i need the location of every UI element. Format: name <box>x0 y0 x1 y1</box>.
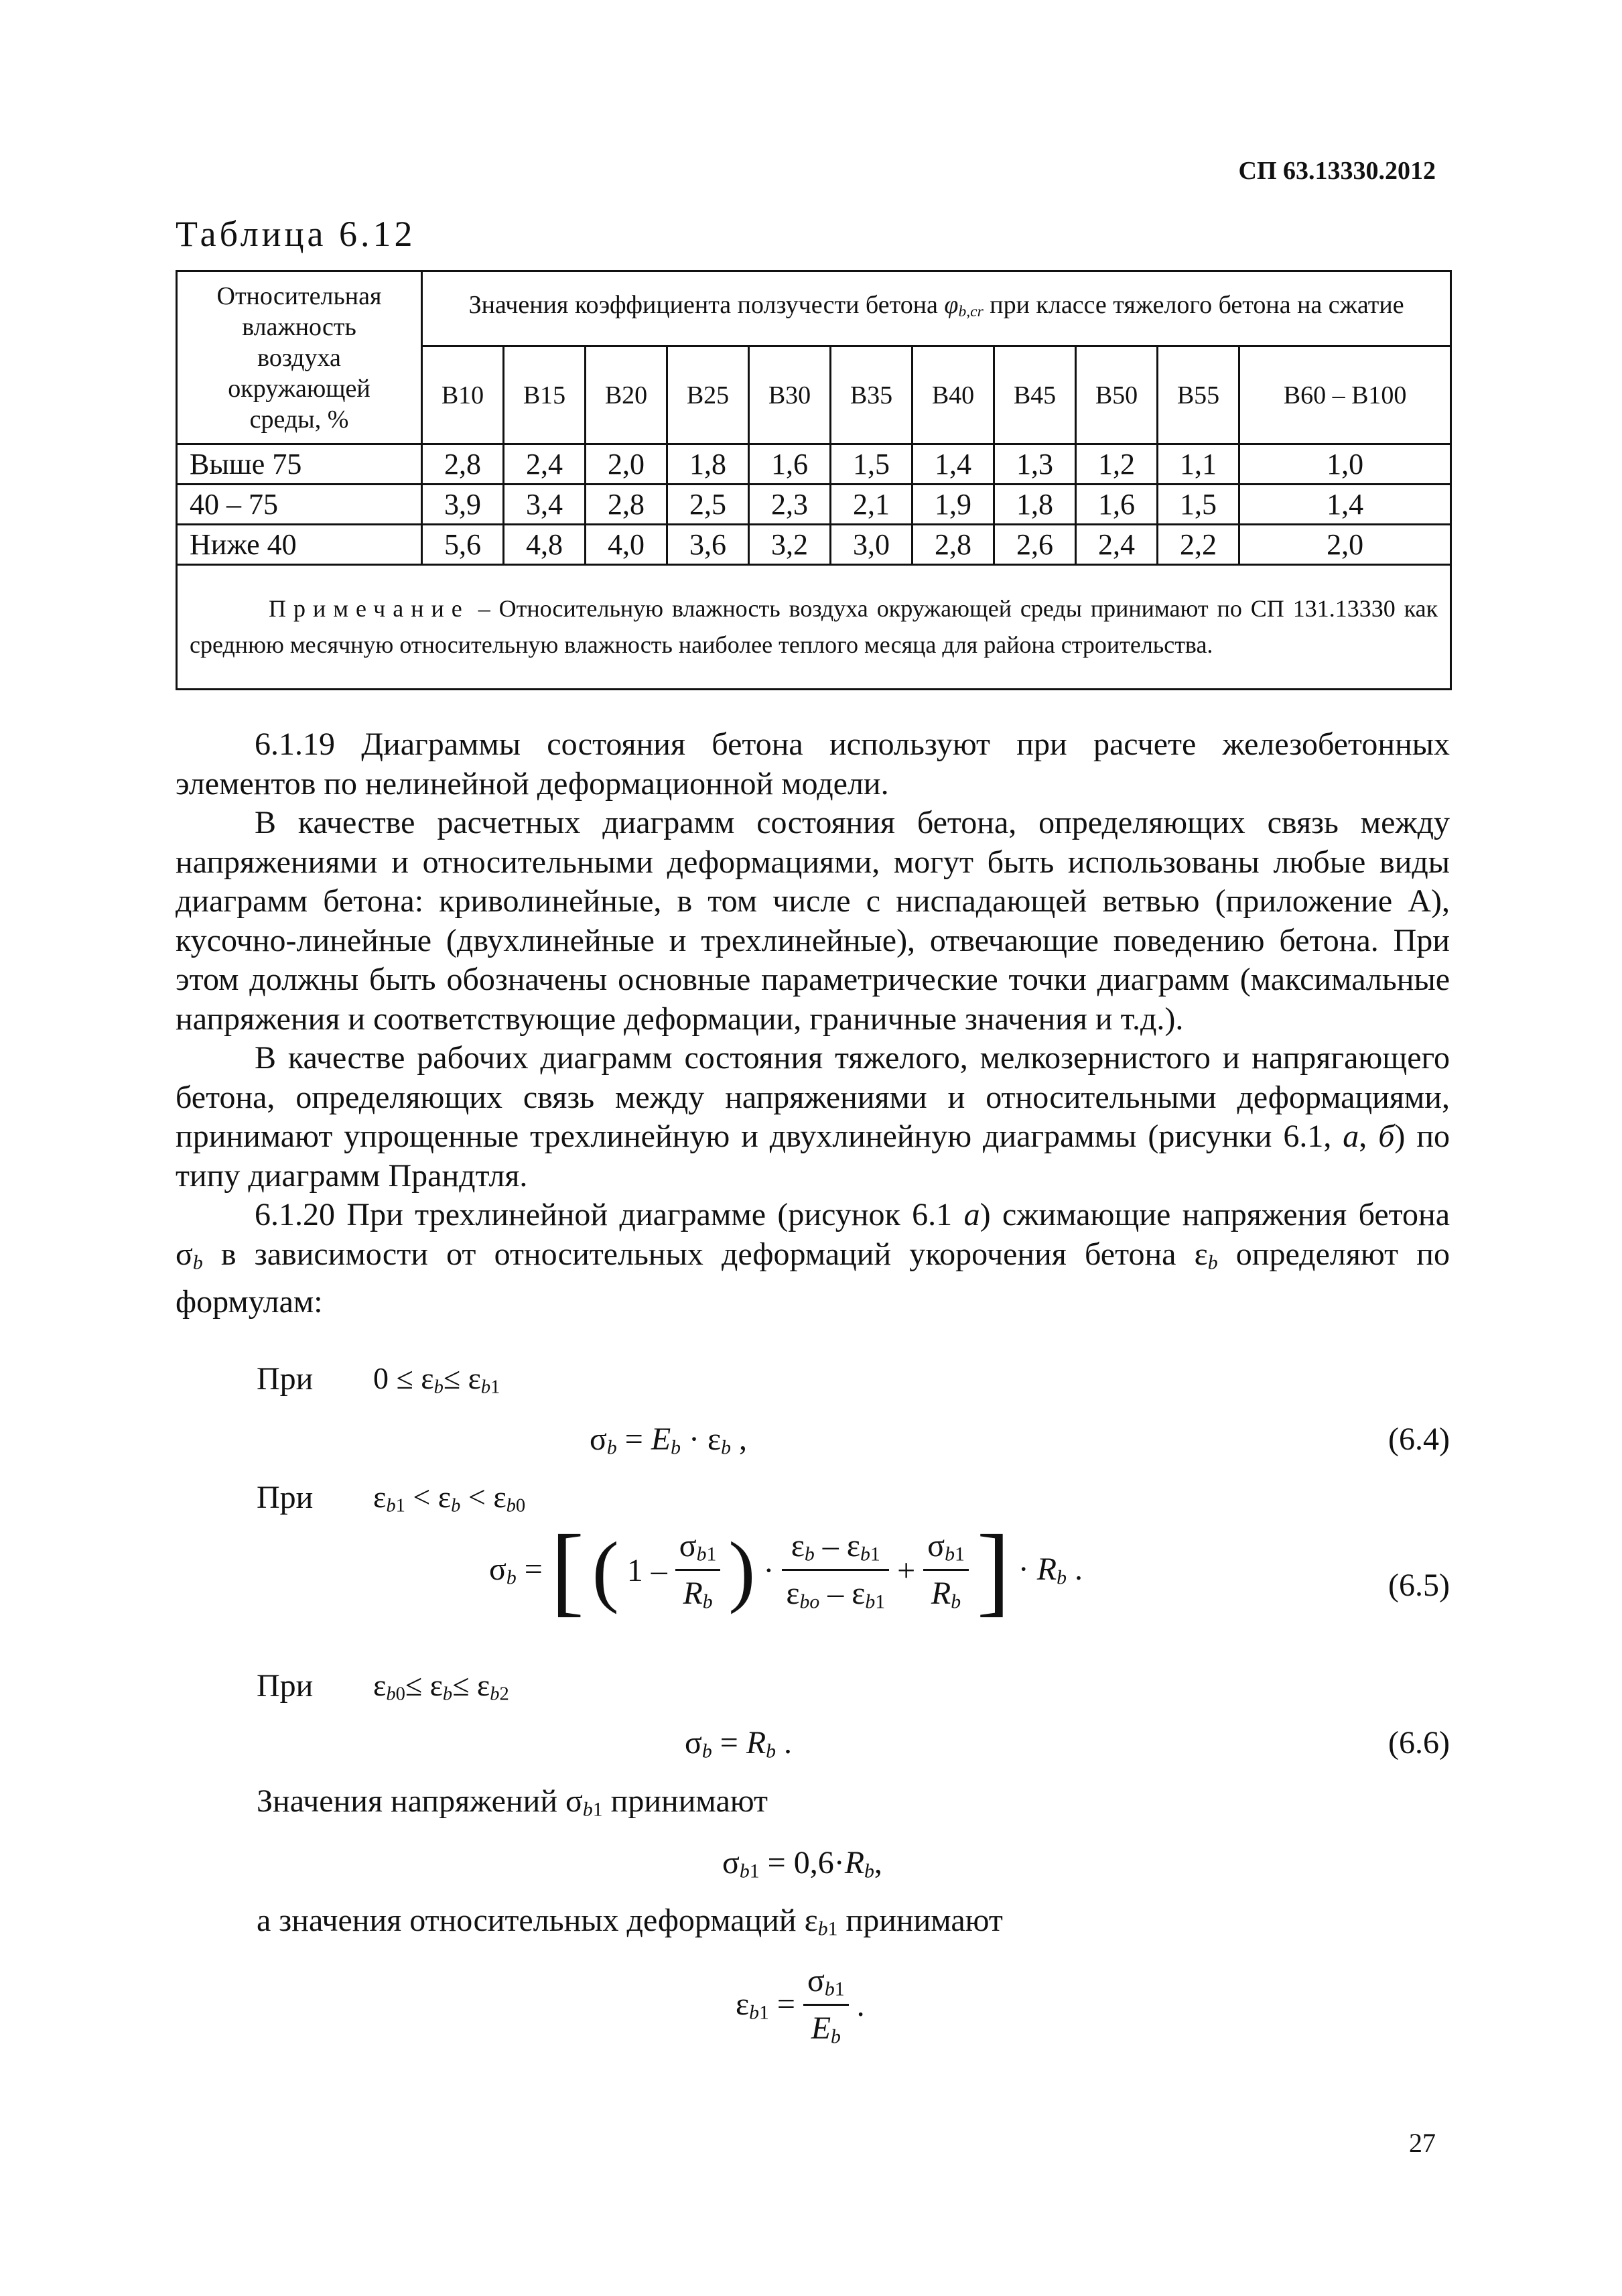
row-header-cell <box>177 271 422 444</box>
table-cell: 3,9 <box>422 485 504 525</box>
row-header-line: окружающей <box>228 374 370 403</box>
table-cell: 1,3 <box>994 444 1076 485</box>
table-cell: 3,0 <box>831 525 913 565</box>
class-header: B15 <box>504 346 586 444</box>
class-header: B60 – B100 <box>1239 346 1451 444</box>
table-cell: 2,8 <box>913 525 994 565</box>
formula-6-4: $\sigma_b = E_b \cdot \varepsilon_b$ , <box>590 1421 748 1459</box>
table-cell: 2,8 <box>586 485 667 525</box>
table-cell: 2,6 <box>994 525 1076 565</box>
table-caption: Таблица 6.12 <box>176 214 416 254</box>
row-label: Ниже 40 <box>177 525 422 565</box>
table-row <box>177 444 1451 485</box>
condition-label: При <box>257 1361 314 1397</box>
class-header: B10 <box>422 346 504 444</box>
class-header: B45 <box>994 346 1076 444</box>
formula-number: (6.6) <box>1388 1725 1450 1761</box>
condition-label: При <box>257 1668 314 1704</box>
condition-3: $\varepsilon_{b0}\le \varepsilon_b\le \varepsilon_{b2}$ <box>373 1668 509 1705</box>
table-cell: 1,8 <box>667 444 749 485</box>
table-cell: 1,6 <box>1076 485 1158 525</box>
body-text <box>176 725 1450 1322</box>
table-note <box>177 565 1451 690</box>
note-label: Примечание <box>269 594 470 622</box>
table-cell: 2,2 <box>1158 525 1239 565</box>
class-header: B55 <box>1158 346 1239 444</box>
page-number: 27 <box>1409 2128 1436 2158</box>
table-cell: 5,6 <box>422 525 504 565</box>
table-cell: 2,0 <box>586 444 667 485</box>
class-header: B20 <box>586 346 667 444</box>
table-note-row <box>177 565 1451 690</box>
table-cell: 3,2 <box>749 525 831 565</box>
table-row <box>177 485 1451 525</box>
table-cell: 2,4 <box>1076 525 1158 565</box>
paragraph-6-1-19: 6.1.19 Диаграммы состояния бетона используют при расчете железобетонных элементов по нелинейной деформационной модели. <box>176 726 1450 802</box>
row-header-line: влажность <box>242 312 356 341</box>
table-cell: 2,1 <box>831 485 913 525</box>
table-cell: 3,6 <box>667 525 749 565</box>
class-header: B30 <box>749 346 831 444</box>
table-cell: 1,1 <box>1158 444 1239 485</box>
formula-number: (6.5) <box>1388 1568 1450 1603</box>
row-header-line: Относительная <box>216 281 382 310</box>
condition-2: $\varepsilon_{b1} < \varepsilon_b < \varepsilon_{b0}$ <box>373 1480 526 1517</box>
formula-6-6: $\sigma_b = R_b$ . <box>685 1725 793 1763</box>
table-cell: 4,0 <box>586 525 667 565</box>
formula-6-5: $\sigma_b$ = [ ( 1 – $\frac{\sigma_{b1}}{R_b}$ ) · $\frac{\varepsilon_b - \varepsilon_{b1}}{\varepsilon_{bo} - \varepsilon_{b1}}$ + $\frac{\sigma_{b1}}{R_b}$ ] · $R_b$ . <box>489 1515 1083 1626</box>
table-cell: 3,4 <box>504 485 586 525</box>
paragraph-work-diagrams: В качестве рабочих диаграмм состояния тяжелого, мелкозернистого и напрягающего бетона, определяющих связь между напряжениями и относительными деформациями, принимают упрощенные трехлинейную и двухлинейную диаграммы (рисунки 6.1, а, б) по типу диаграмм Прандтля. <box>176 1040 1450 1194</box>
class-header: B50 <box>1076 346 1158 444</box>
column-group-header: Значения коэффициента ползучести бетона $\varphi_{b,cr}$ при классе тяжелого бетона на сжатие <box>422 271 1451 346</box>
table-cell: 1,5 <box>831 444 913 485</box>
row-header-line: среды, % <box>249 405 349 434</box>
table-cell: 1,9 <box>913 485 994 525</box>
table-cell: 2,0 <box>1239 525 1451 565</box>
table-row <box>177 525 1451 565</box>
table-cell: 1,0 <box>1239 444 1451 485</box>
eps-b1-formula: $\varepsilon_{b1}$ = $\frac{\sigma_{b1}}{E_b}$ . <box>736 1963 865 2048</box>
condition-1: $0 \le \varepsilon_b\le \varepsilon_{b1}$ <box>373 1361 500 1398</box>
table-cell: 2,5 <box>667 485 749 525</box>
sigma-b1-text: Значения напряжений $\sigma_{b1}$ принимают <box>257 1783 768 1821</box>
paragraph-diagrams: В качестве расчетных диаграмм состояния бетона, определяющих связь между напряжениями и относительными деформациями, могут быть использованы любые виды диаграмм бетона: криволинейные, в том числе с ниспадающей ветвью (приложение А), кусочно-линейные (двухлинейные и трехлинейные), отвечающие поведению бетона. При этом должны быть обозначены основные параметрические точки диаграмм (максимальные напряжения и соответствующие деформации, граничные значения и т.д.). <box>176 805 1450 1037</box>
class-header: B25 <box>667 346 749 444</box>
condition-label: При <box>257 1480 314 1515</box>
table-cell: 2,8 <box>422 444 504 485</box>
formula-number: (6.4) <box>1388 1421 1450 1457</box>
sigma-b1-formula: $\sigma_{b1} = 0,6\cdot R_b$, <box>722 1845 882 1883</box>
table-cell: 1,4 <box>1239 485 1451 525</box>
table-cell: 4,8 <box>504 525 586 565</box>
eps-b1-text: а значения относительных деформаций $\varepsilon_{b1}$ принимают <box>257 1903 1003 1940</box>
table-cell: 2,4 <box>504 444 586 485</box>
creep-coefficient-table <box>176 270 1452 690</box>
row-label: 40 – 75 <box>177 485 422 525</box>
table-cell: 1,4 <box>913 444 994 485</box>
note-text: – Относительную влажность воздуха окружающей среды принимают по СП 131.13330 как среднюю месячную относительную влажность наиболее теплого месяца для района строительства. <box>190 594 1438 658</box>
row-label: Выше 75 <box>177 444 422 485</box>
table-cell: 1,8 <box>994 485 1076 525</box>
table-cell: 1,6 <box>749 444 831 485</box>
class-header: B40 <box>913 346 994 444</box>
paragraph-6-1-20: 6.1.20 При трехлинейной диаграмме (рисунок 6.1 а) сжимающие напряжения бетона $\sigma_b$ в зависимости от относительных деформаций укорочения бетона $\varepsilon_b$ определяют по формулам: <box>176 1197 1450 1320</box>
table-cell: 1,2 <box>1076 444 1158 485</box>
table-cell: 1,5 <box>1158 485 1239 525</box>
row-header-line: воздуха <box>257 343 341 372</box>
document-code: СП 63.13330.2012 <box>1238 157 1436 185</box>
class-header: B35 <box>831 346 913 444</box>
table-cell: 2,3 <box>749 485 831 525</box>
